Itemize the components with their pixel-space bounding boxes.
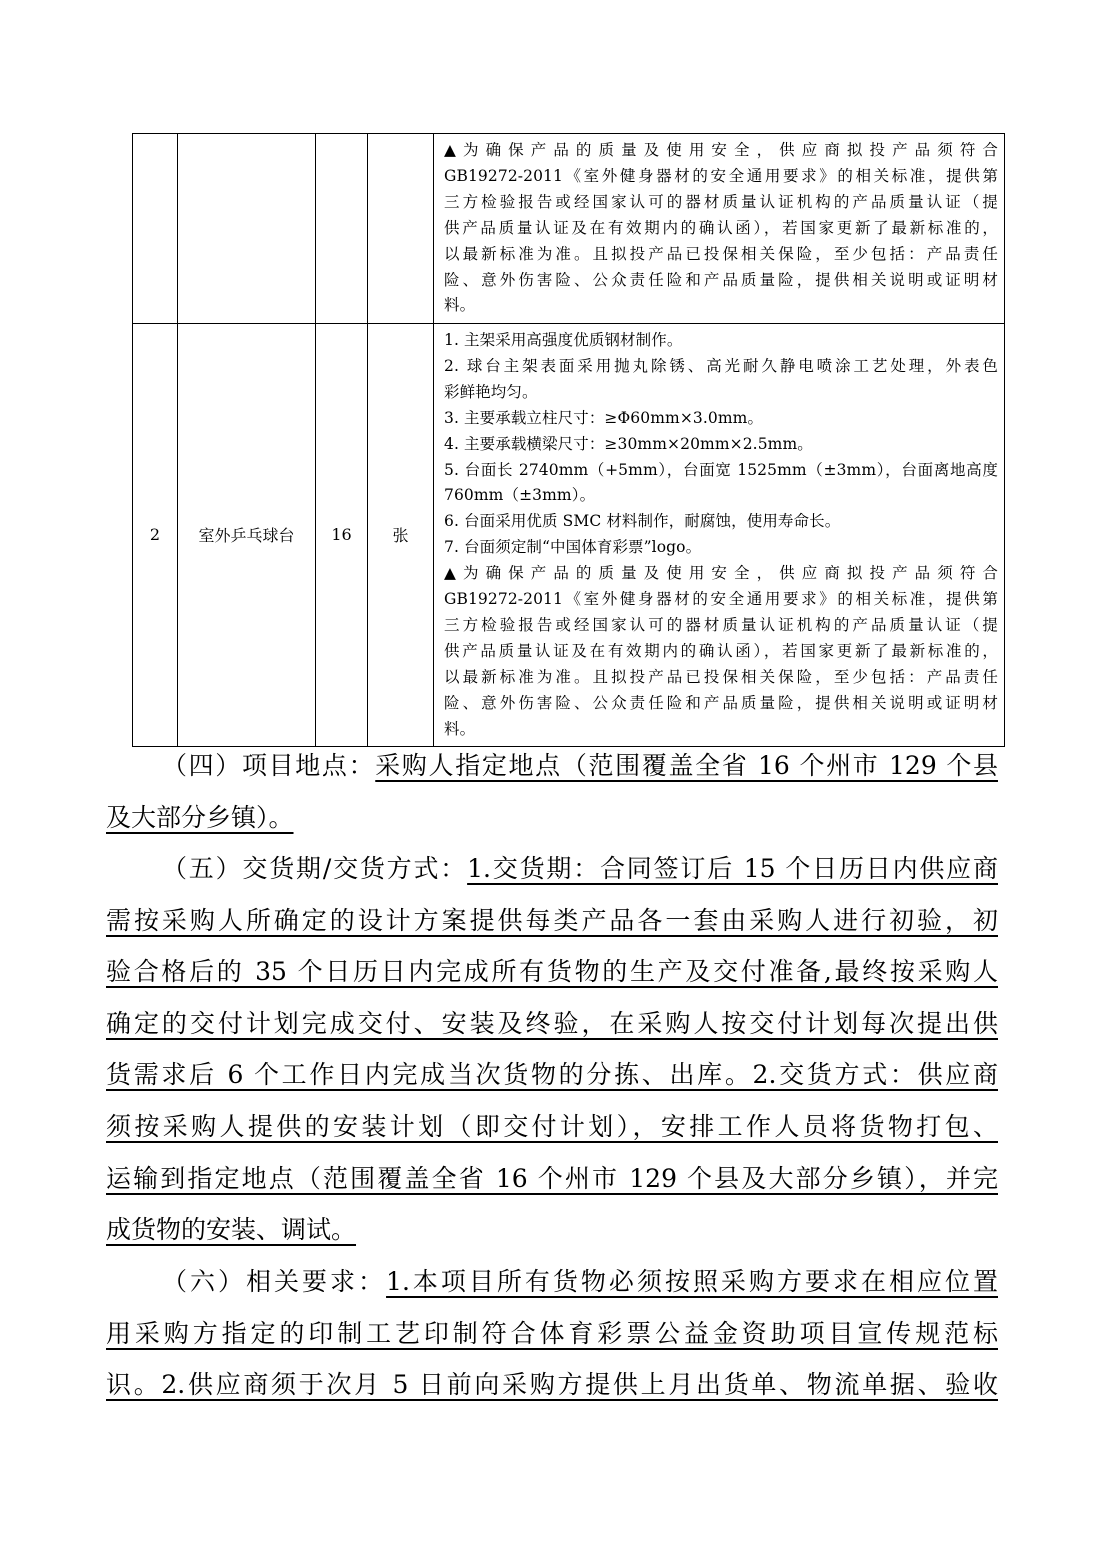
row-number-cell [133, 134, 178, 324]
spec-line: 7. 台面须定制“中国体育彩票”logo。 [444, 538, 702, 557]
spec-line: 5. 台面长 2740mm（+5mm），台面宽 1525mm（±3mm），台面离地高度 [444, 460, 998, 479]
spec-line: GB19272-2011《室外健身器材的安全通用要求》的相关标准，提供第 [444, 166, 998, 185]
spec-line: 4. 主要承载横梁尺寸：≥30mm×20mm×2.5mm。 [444, 434, 813, 453]
section-requirements [106, 1256, 998, 1411]
spec-line: 三方检验报告或经国家认可的器材质量认证机构的产品质量认证（提 [444, 615, 998, 634]
underlined-text: 采购人指定地点（范围覆盖全省 16 个州市 129 个县 [375, 751, 998, 780]
spec-line: 6. 台面采用优质 SMC 材料制作，耐腐蚀，使用寿命长。 [444, 512, 841, 531]
spec-line: 险、意外伤害险、公众责任险和产品质量险，提供相关说明或证明材 [444, 270, 998, 289]
product-name-cell [178, 134, 316, 324]
row-number-cell: 2 [133, 324, 178, 747]
section-label: （六）相关要求： [162, 1267, 387, 1296]
paragraph-line [106, 740, 998, 792]
spec-line: ▲为确保产品的质量及使用安全，供应商拟投产品须符合 [444, 141, 998, 159]
spec-line: 彩鲜艳均匀。 [444, 382, 538, 401]
table-row [133, 134, 1005, 324]
spec-line: 2. 球台主架表面采用抛丸除锈、高光耐久静电喷涂工艺处理，外表色 [444, 356, 998, 375]
spec-line: 1. 主架采用高强度优质钢材制作。 [444, 331, 683, 349]
quantity-cell [316, 134, 368, 324]
paragraph-line: 运输到指定地点（范围覆盖全省 16 个州市 129 个县及大部分乡镇），并完 [106, 1163, 998, 1193]
spec-description-cell [434, 134, 1005, 324]
unit-cell [368, 134, 434, 324]
paragraph-line: 用采购方指定的印制工艺印制符合体育彩票公益金资助项目宣传规范标 [106, 1318, 998, 1348]
paragraph-line: 货需求后 6 个工作日内完成当次货物的分拣、出库。2.交货方式：供应商 [106, 1060, 998, 1090]
spec-line: GB19272-2011《室外健身器材的安全通用要求》的相关标准，提供第 [444, 590, 998, 609]
paragraph-line [106, 1256, 998, 1308]
spec-line: 以最新标准为准。且拟投产品已投保相关保险，至少包括：产品责任 [444, 667, 998, 686]
paragraph-line [106, 792, 998, 844]
spec-line: 以最新标准为准。且拟投产品已投保相关保险，至少包括：产品责任 [444, 244, 998, 263]
spec-line: 三方检验报告或经国家认可的器材质量认证机构的产品质量认证（提 [444, 192, 998, 211]
spec-table [132, 133, 1005, 747]
spec-line: 3. 主要承载立柱尺寸：≥Φ60mm×3.0mm。 [444, 408, 764, 427]
product-name-cell: 室外乒乓球台 [178, 324, 316, 747]
paragraph-line: 确定的交付计划完成交付、安装及终验，在采购人按交付计划每次提出供 [106, 1008, 998, 1038]
underlined-text: 1.交货期：合同签订后 15 个日历日内供应商 [467, 854, 998, 883]
section-delivery [106, 843, 998, 1256]
paragraph-line: 验合格后的 35 个日历日内完成所有货物的生产及交付准备,最终按采购人 [106, 957, 998, 987]
spec-line: 760mm（±3mm）。 [444, 486, 596, 505]
paragraph-line: 识。2.供应商须于次月 5 日前向采购方提供上月出货单、物流单据、验收 [106, 1370, 998, 1400]
spec-line: 险、意外伤害险、公众责任险和产品质量险，提供相关说明或证明材 [444, 693, 998, 712]
paragraph-line: 须按采购人提供的安装计划（即交付计划），安排工作人员将货物打包、 [106, 1111, 998, 1141]
paragraph-line [106, 843, 998, 895]
spec-line: 供产品质量认证及在有效期内的确认函），若国家更新了最新标准的， [444, 218, 998, 237]
underlined-text: 成货物的安装、调试。 [106, 1215, 357, 1245]
spec-description-cell [434, 324, 1005, 747]
section-label: （五）交货期/交货方式： [162, 854, 468, 883]
underlined-text: 及大部分乡镇）。 [106, 802, 294, 832]
spec-line: 料。 [444, 296, 476, 315]
spec-line: 料。 [444, 719, 476, 738]
spec-line: 供产品质量认证及在有效期内的确认函），若国家更新了最新标准的， [444, 641, 998, 660]
underlined-text: 1.本项目所有货物必须按照采购方要求在相应位置 [386, 1267, 998, 1296]
section-project-location [106, 740, 998, 843]
paragraph-line [106, 1204, 998, 1256]
table-row [133, 324, 1005, 747]
spec-line: ▲为确保产品的质量及使用安全，供应商拟投产品须符合 [444, 564, 998, 583]
section-label: （四）项目地点： [162, 751, 376, 780]
quantity-cell: 16 [316, 324, 368, 747]
unit-cell: 张 [368, 324, 434, 747]
paragraph-line: 需按采购人所确定的设计方案提供每类产品各一套由采购人进行初验，初 [106, 905, 998, 935]
